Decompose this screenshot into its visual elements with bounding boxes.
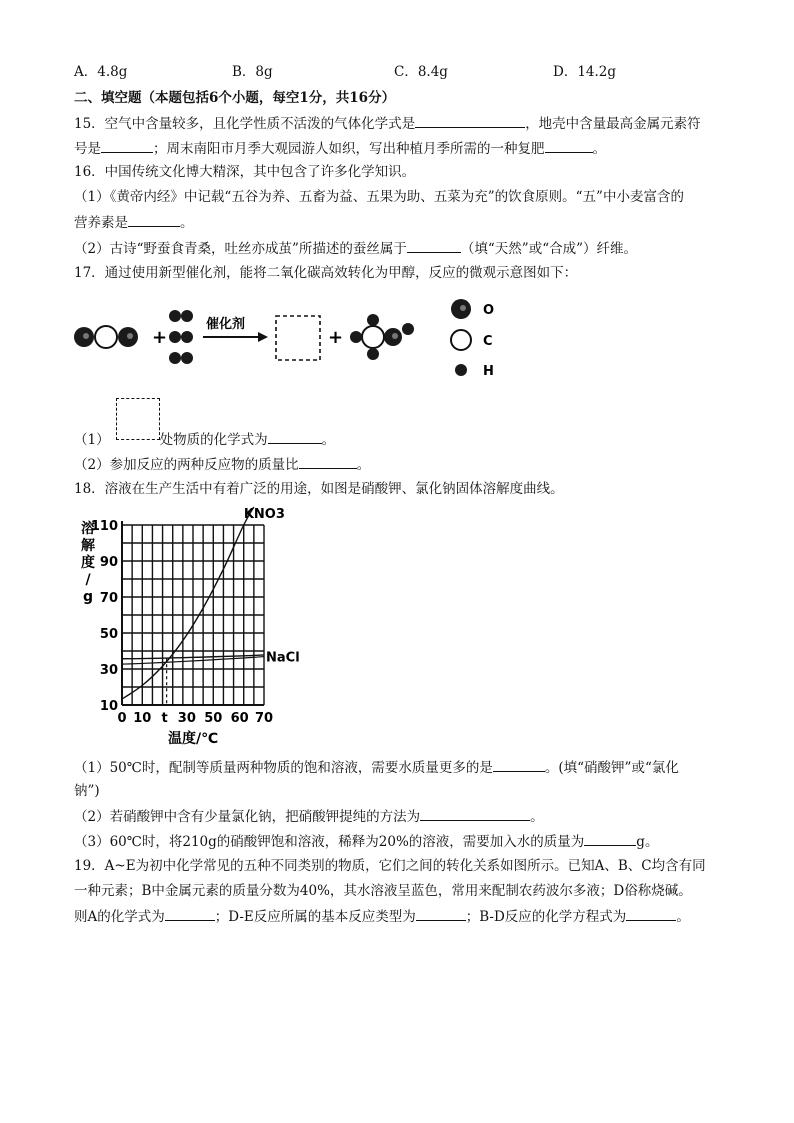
q15-blank-3[interactable] <box>545 138 593 153</box>
q18-blank-3[interactable] <box>584 831 636 846</box>
chart-grid <box>122 525 264 705</box>
y-tick-label: 50 <box>99 627 118 642</box>
option-a: A．4.8g <box>74 64 128 80</box>
hydrogen-atom <box>367 348 379 360</box>
y-tick-label: 30 <box>99 663 118 678</box>
x-tick-label: 30 <box>177 711 196 726</box>
kno3-label: KNO3 <box>243 507 285 522</box>
q19-blank-3[interactable] <box>626 906 676 921</box>
q18-text: （1）50℃时，配制等质量两种物质的饱和溶液，需要水质量更多的是 <box>74 760 493 776</box>
y-axis-label: 度 <box>81 555 95 571</box>
q19-blank-2[interactable] <box>416 906 466 921</box>
q17-blank-2[interactable] <box>299 454 357 469</box>
x-tick-label: 50 <box>204 711 223 726</box>
nacl-label: NaCl <box>266 650 300 666</box>
q18-text: 。 <box>530 809 544 825</box>
x-axis-label: 温度/℃ <box>167 731 219 747</box>
q16-text: 。 <box>180 215 194 231</box>
atom-highlight <box>460 305 466 311</box>
legend-label-o: O <box>483 303 495 318</box>
q17-part1 <box>74 429 335 450</box>
q16-blank-1[interactable] <box>128 212 180 227</box>
q16-text: 营养素是 <box>74 215 128 231</box>
q16-blank-2[interactable] <box>407 238 461 253</box>
q17-blank-1[interactable] <box>268 429 322 444</box>
q19-text: 。 <box>676 909 690 925</box>
q16-part2 <box>74 238 637 259</box>
co2-molecule <box>74 326 138 348</box>
q15-line2 <box>74 138 606 159</box>
y-axis-label: / <box>85 572 91 588</box>
legend-label-c: C <box>483 334 493 349</box>
q18-blank-1[interactable] <box>493 757 545 772</box>
q15-blank-2[interactable] <box>101 138 153 153</box>
hydrogen-atom <box>350 331 362 343</box>
q19-line3 <box>74 906 690 927</box>
q18-text: 。(填“硝酸钾”或“氯化 <box>544 760 679 776</box>
atom-highlight <box>127 333 133 339</box>
legend-hydrogen-icon <box>455 364 467 376</box>
y-tick-label: 110 <box>90 519 118 534</box>
hydrogen-atom <box>169 352 181 364</box>
q18-blank-2[interactable] <box>420 806 530 821</box>
water-molecule <box>350 314 414 360</box>
x-tick-label: 60 <box>230 711 249 726</box>
hydrogen-atom <box>169 331 181 343</box>
y-axis-label: 溶 <box>81 521 95 537</box>
q18-text: （2）若硝酸钾中含有少量氯化钠，把硝酸钾提纯的方法为 <box>74 809 421 825</box>
q18-part3 <box>74 831 658 852</box>
q17-intro: 17．通过使用新型催化剂，能将二氧化碳高效转化为甲醇，反应的微观示意图如下： <box>74 265 578 281</box>
carbon-atom <box>362 326 384 348</box>
q16-text: （填“天然”或“合成”）纤维。 <box>460 241 638 257</box>
q18-part1-line2: 钠”) <box>74 783 100 799</box>
x-tick-label: 10 <box>133 711 152 726</box>
q18-intro: 18．溶液在生产生活中有着广泛的用途，如图是硝酸钾、氯化钠固体溶解度曲线。 <box>74 481 564 497</box>
q15-text: 号是 <box>74 141 101 157</box>
q18-part2 <box>74 806 544 827</box>
x-tick-label: 70 <box>254 711 274 726</box>
q15-line1 <box>74 113 701 134</box>
plus-sign-1: + <box>152 327 168 348</box>
legend-label-h: H <box>483 364 494 379</box>
q15-text: ，地壳中含量最高金属元素符 <box>525 116 701 132</box>
atom-highlight <box>392 333 398 339</box>
q15-text: 15．空气中含量较多，且化学性质不活泼的气体化学式是 <box>74 116 416 132</box>
section-title: 二、填空题（本题包括6个小题，每空1分，共16分） <box>74 90 396 106</box>
hydrogen-atom <box>181 310 193 322</box>
hydrogen-atom <box>181 352 193 364</box>
plus-sign-2: + <box>328 327 344 348</box>
catalyst-label: 催化剂 <box>206 317 246 332</box>
hydrogen-atom <box>181 331 193 343</box>
q15-text: 。 <box>592 141 606 157</box>
q16-part1-line1: （1）《黄帝内经》中记载“五谷为养、五畜为益、五果为助、五菜为充”的饮食原则。“五”中小麦富含的 <box>74 189 684 205</box>
option-b: B．8g <box>232 64 273 80</box>
q17-text: （2）参加反应的两种反应物的质量比 <box>74 457 299 473</box>
x-tick-label: t <box>161 711 168 726</box>
h2-molecules <box>169 310 193 364</box>
y-tick-label: 70 <box>99 591 118 606</box>
q19-text: ；B-D反应的化学方程式为 <box>465 909 627 925</box>
q17-text: 处物质的化学式为 <box>159 432 268 448</box>
q16-intro: 16．中国传统文化博大精深，其中包含了许多化学知识。 <box>74 164 416 180</box>
reaction-diagram <box>60 290 530 390</box>
q15-blank-1[interactable] <box>415 113 525 128</box>
unknown-product-box <box>276 316 320 360</box>
q19-line1: 19．A~E为初中化学常见的五种不同类别的物质，它们之间的转化关系如图所示。已知A、B、C均含有同 <box>74 858 706 874</box>
q18-part1-line1 <box>74 757 679 778</box>
y-tick-label: 10 <box>99 699 118 714</box>
q16-text: （2）古诗“野蚕食青桑，吐丝亦成茧”所描述的蚕丝属于 <box>74 241 407 257</box>
arrow-head-icon <box>258 332 268 342</box>
q19-text: ；D-E反应所属的基本反应类型为 <box>214 909 416 925</box>
y-axis-label: 解 <box>81 538 95 554</box>
q19-blank-1[interactable] <box>165 906 215 921</box>
q19-text: 则A的化学式为 <box>74 909 165 925</box>
q19-line2: 一种元素；B中金属元素的质量分数为40%，其水溶液呈蓝色，常用来配制农药波尔多液；D俗称烧碱。 <box>74 883 692 899</box>
q17-text: （1） <box>74 432 110 448</box>
hydrogen-atom <box>367 314 379 326</box>
option-c: C．8.4g <box>394 64 448 80</box>
hydrogen-atom <box>169 310 181 322</box>
q18-text: （3）60℃时，将210g的硝酸钾饱和溶液，稀释为20%的溶液，需要加入水的质量为 <box>74 834 585 850</box>
q15-text: ；周末南阳市月季大观园游人如织，写出种植月季所需的一种复肥 <box>153 141 545 157</box>
hydrogen-atom <box>402 323 414 335</box>
x-tick-label: 0 <box>117 711 127 726</box>
atom-legend <box>451 299 494 379</box>
y-tick-label: 90 <box>99 555 118 570</box>
y-axis-label: g <box>82 589 94 605</box>
option-d: D．14.2g <box>553 64 617 80</box>
atom-highlight <box>83 333 89 339</box>
q17-text: 。 <box>356 457 371 473</box>
legend-carbon-icon <box>451 330 471 350</box>
q18-text: g。 <box>636 834 659 850</box>
q16-part1-line2 <box>74 212 194 233</box>
carbon-atom <box>95 326 117 348</box>
q17-text: 。 <box>321 432 336 448</box>
q17-part2 <box>74 454 370 475</box>
solubility-chart <box>74 505 314 750</box>
